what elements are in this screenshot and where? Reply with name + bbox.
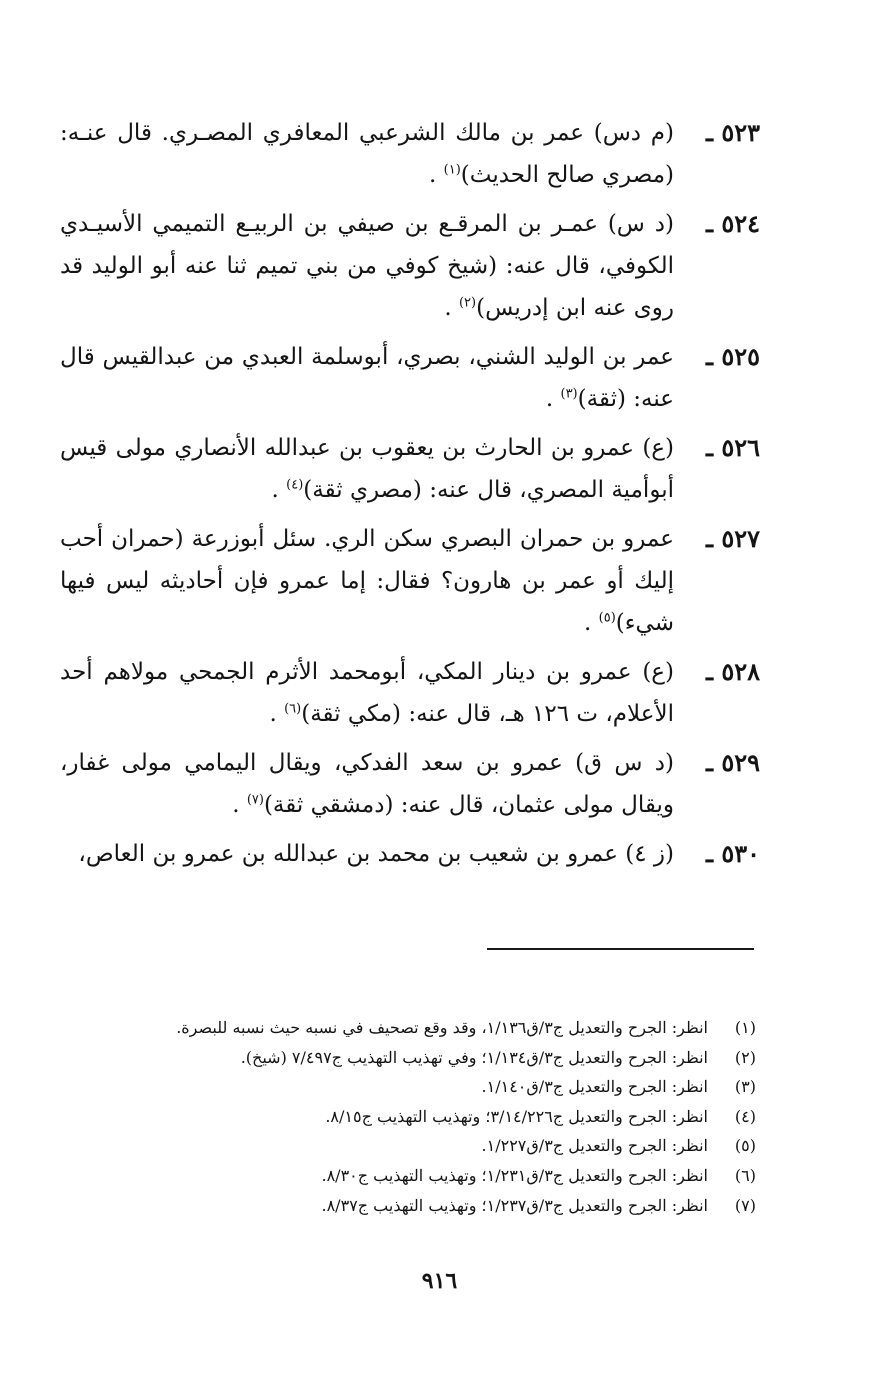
entry-text-block	[60, 427, 674, 511]
entry-text: (د س ق) عمرو بن سعد الفدكي، ويقال اليمامي مولى غفار، ويقال مولى عثمان، قال عنه: (دمشقي ثقة)	[60, 750, 674, 818]
entry-tail: .	[232, 792, 247, 818]
entry-text: (ز ٤) عمرو بن شعيب بن محمد بن عبدالله بن عمرو بن العاص،	[78, 841, 674, 867]
footnote-marker: (٥)	[598, 610, 616, 626]
footnote-marker: (١)	[443, 162, 461, 178]
entry	[60, 518, 760, 644]
entry-text: (م دس) عمر بن مالك الشرعبي المعافري المصـري. قال عنـه: (مصري صالح الحديث)	[60, 120, 674, 188]
entry-text-block	[60, 518, 674, 644]
entry-number: ٥٢٤ ـ	[705, 209, 760, 238]
entry-number: ٥٢٨ ـ	[705, 657, 760, 686]
footnote-text: انظر: الجرح والتعديل ج٣/ق١/٢٣٧؛ وتهذيب التهذيب ج٨/٣٧.	[321, 1195, 708, 1215]
footnote	[80, 1191, 756, 1221]
entry-tail: .	[545, 386, 561, 412]
entry-tail: .	[269, 701, 285, 727]
entry-text-block	[60, 112, 674, 196]
entry-number: ٥٢٥ ـ	[705, 342, 760, 371]
footnote	[80, 1161, 756, 1191]
footnote-number: (٦)	[734, 1165, 756, 1185]
entry-text: (د س) عمـر بن المرقـع بن صيفي بن الربيـع التميمي الأسيـدي الكوفي، قال عنه: (شيخ كوفي من بني تميم ثنا عنه أبو الوليد قد روى عنه ابن إدريس)	[60, 211, 674, 321]
footnote-marker: (٣)	[560, 386, 578, 402]
entry-text-block	[60, 833, 674, 875]
entry-number: ٥٢٦ ـ	[705, 433, 760, 462]
entry	[60, 742, 760, 826]
footnote-text: انظر: الجرح والتعديل ج٣/١٤/٢٢٦؛ وتهذيب التهذيب ج٨/١٥.	[325, 1106, 708, 1126]
entry-text-block	[60, 203, 674, 329]
entry-tail: .	[584, 610, 599, 636]
footnote-text: انظر: الجرح والتعديل ج٣/ق١/١٣٦، وقد وقع تصحيف في نسبه حيث نسبه للبصرة.	[176, 1018, 708, 1037]
entry-tail: .	[444, 295, 459, 321]
footnote-marker: (٢)	[458, 295, 477, 311]
entry	[60, 336, 760, 420]
footnote	[80, 1043, 756, 1073]
entry-text-block	[60, 336, 674, 420]
entry-number: ٥٢٩ ـ	[705, 748, 760, 777]
footnote-text: انظر: الجرح والتعديل ج٣/ق١/٢٢٧.	[481, 1136, 708, 1156]
entry-tail: .	[429, 162, 444, 188]
entry-number: ٥٢٧ ـ	[705, 524, 760, 553]
entry-number: ٥٢٣ ـ	[705, 118, 760, 147]
entries-list	[60, 112, 760, 882]
footnote	[80, 1131, 756, 1161]
footnote-marker: (٤)	[286, 477, 304, 493]
entry-text-block	[60, 651, 674, 735]
entry-tail: .	[271, 477, 287, 503]
entry	[60, 203, 760, 329]
footnote-marker: (٧)	[246, 792, 264, 808]
entry-text: (ع) عمرو بن الحارث بن يعقوب بن عبدالله الأنصاري مولى قيس أبوأمية المصري، قال عنه: (مصري ثقة)	[60, 435, 674, 503]
footnote-number: (٧)	[734, 1195, 756, 1215]
footnote-text: انظر: الجرح والتعديل ج٣/ق١/٢٣١؛ وتهذيب التهذيب ج٨/٣٠.	[321, 1165, 708, 1185]
footnote-number: (١)	[734, 1018, 756, 1037]
entry-text: عمرو بن حمران البصري سكن الري. سئل أبوزرعة (حمران أحب إليك أو عمر بن هارون؟ فقال: إما عمرو فإن أحاديثه ليس فيها شيء)	[60, 526, 674, 636]
footnote-text: انظر: الجرح والتعديل ج٣/ق١/١٣٤؛ وفي تهذيب التهذيب ج٧/٤٩٧ (شيخ).	[240, 1047, 708, 1067]
footnote	[80, 1072, 756, 1102]
footnote-separator	[487, 948, 754, 950]
entry	[60, 651, 760, 735]
footnote-number: (٢)	[734, 1047, 756, 1067]
entry-text: (ع) عمرو بن دينار المكي، أبومحمد الأثرم الجمحي مولاهم أحد الأعلام، ت ١٢٦ هـ، قال عنه: (مكي ثقة)	[60, 659, 674, 727]
footnote	[80, 1013, 756, 1043]
footnotes-list	[80, 1013, 756, 1220]
footnote-number: (٤)	[734, 1106, 756, 1126]
entry	[60, 833, 760, 875]
footnote-number: (٣)	[734, 1077, 756, 1097]
entry-text-block	[60, 742, 674, 826]
entry-number: ٥٣٠ ـ	[705, 839, 760, 868]
entry	[60, 112, 760, 196]
footnote-text: انظر: الجرح والتعديل ج٣/ق١/١٤٠.	[481, 1077, 708, 1097]
footnote-number: (٥)	[734, 1136, 756, 1156]
footnote-marker: (٦)	[284, 701, 302, 717]
footnote	[80, 1102, 756, 1132]
page-number: ٩١٦	[421, 1268, 458, 1294]
entry-text: عمر بن الوليد الشني، بصري، أبوسلمة العبدي من عبدالقيس قال عنه: (ثقة)	[60, 344, 674, 412]
entry	[60, 427, 760, 511]
